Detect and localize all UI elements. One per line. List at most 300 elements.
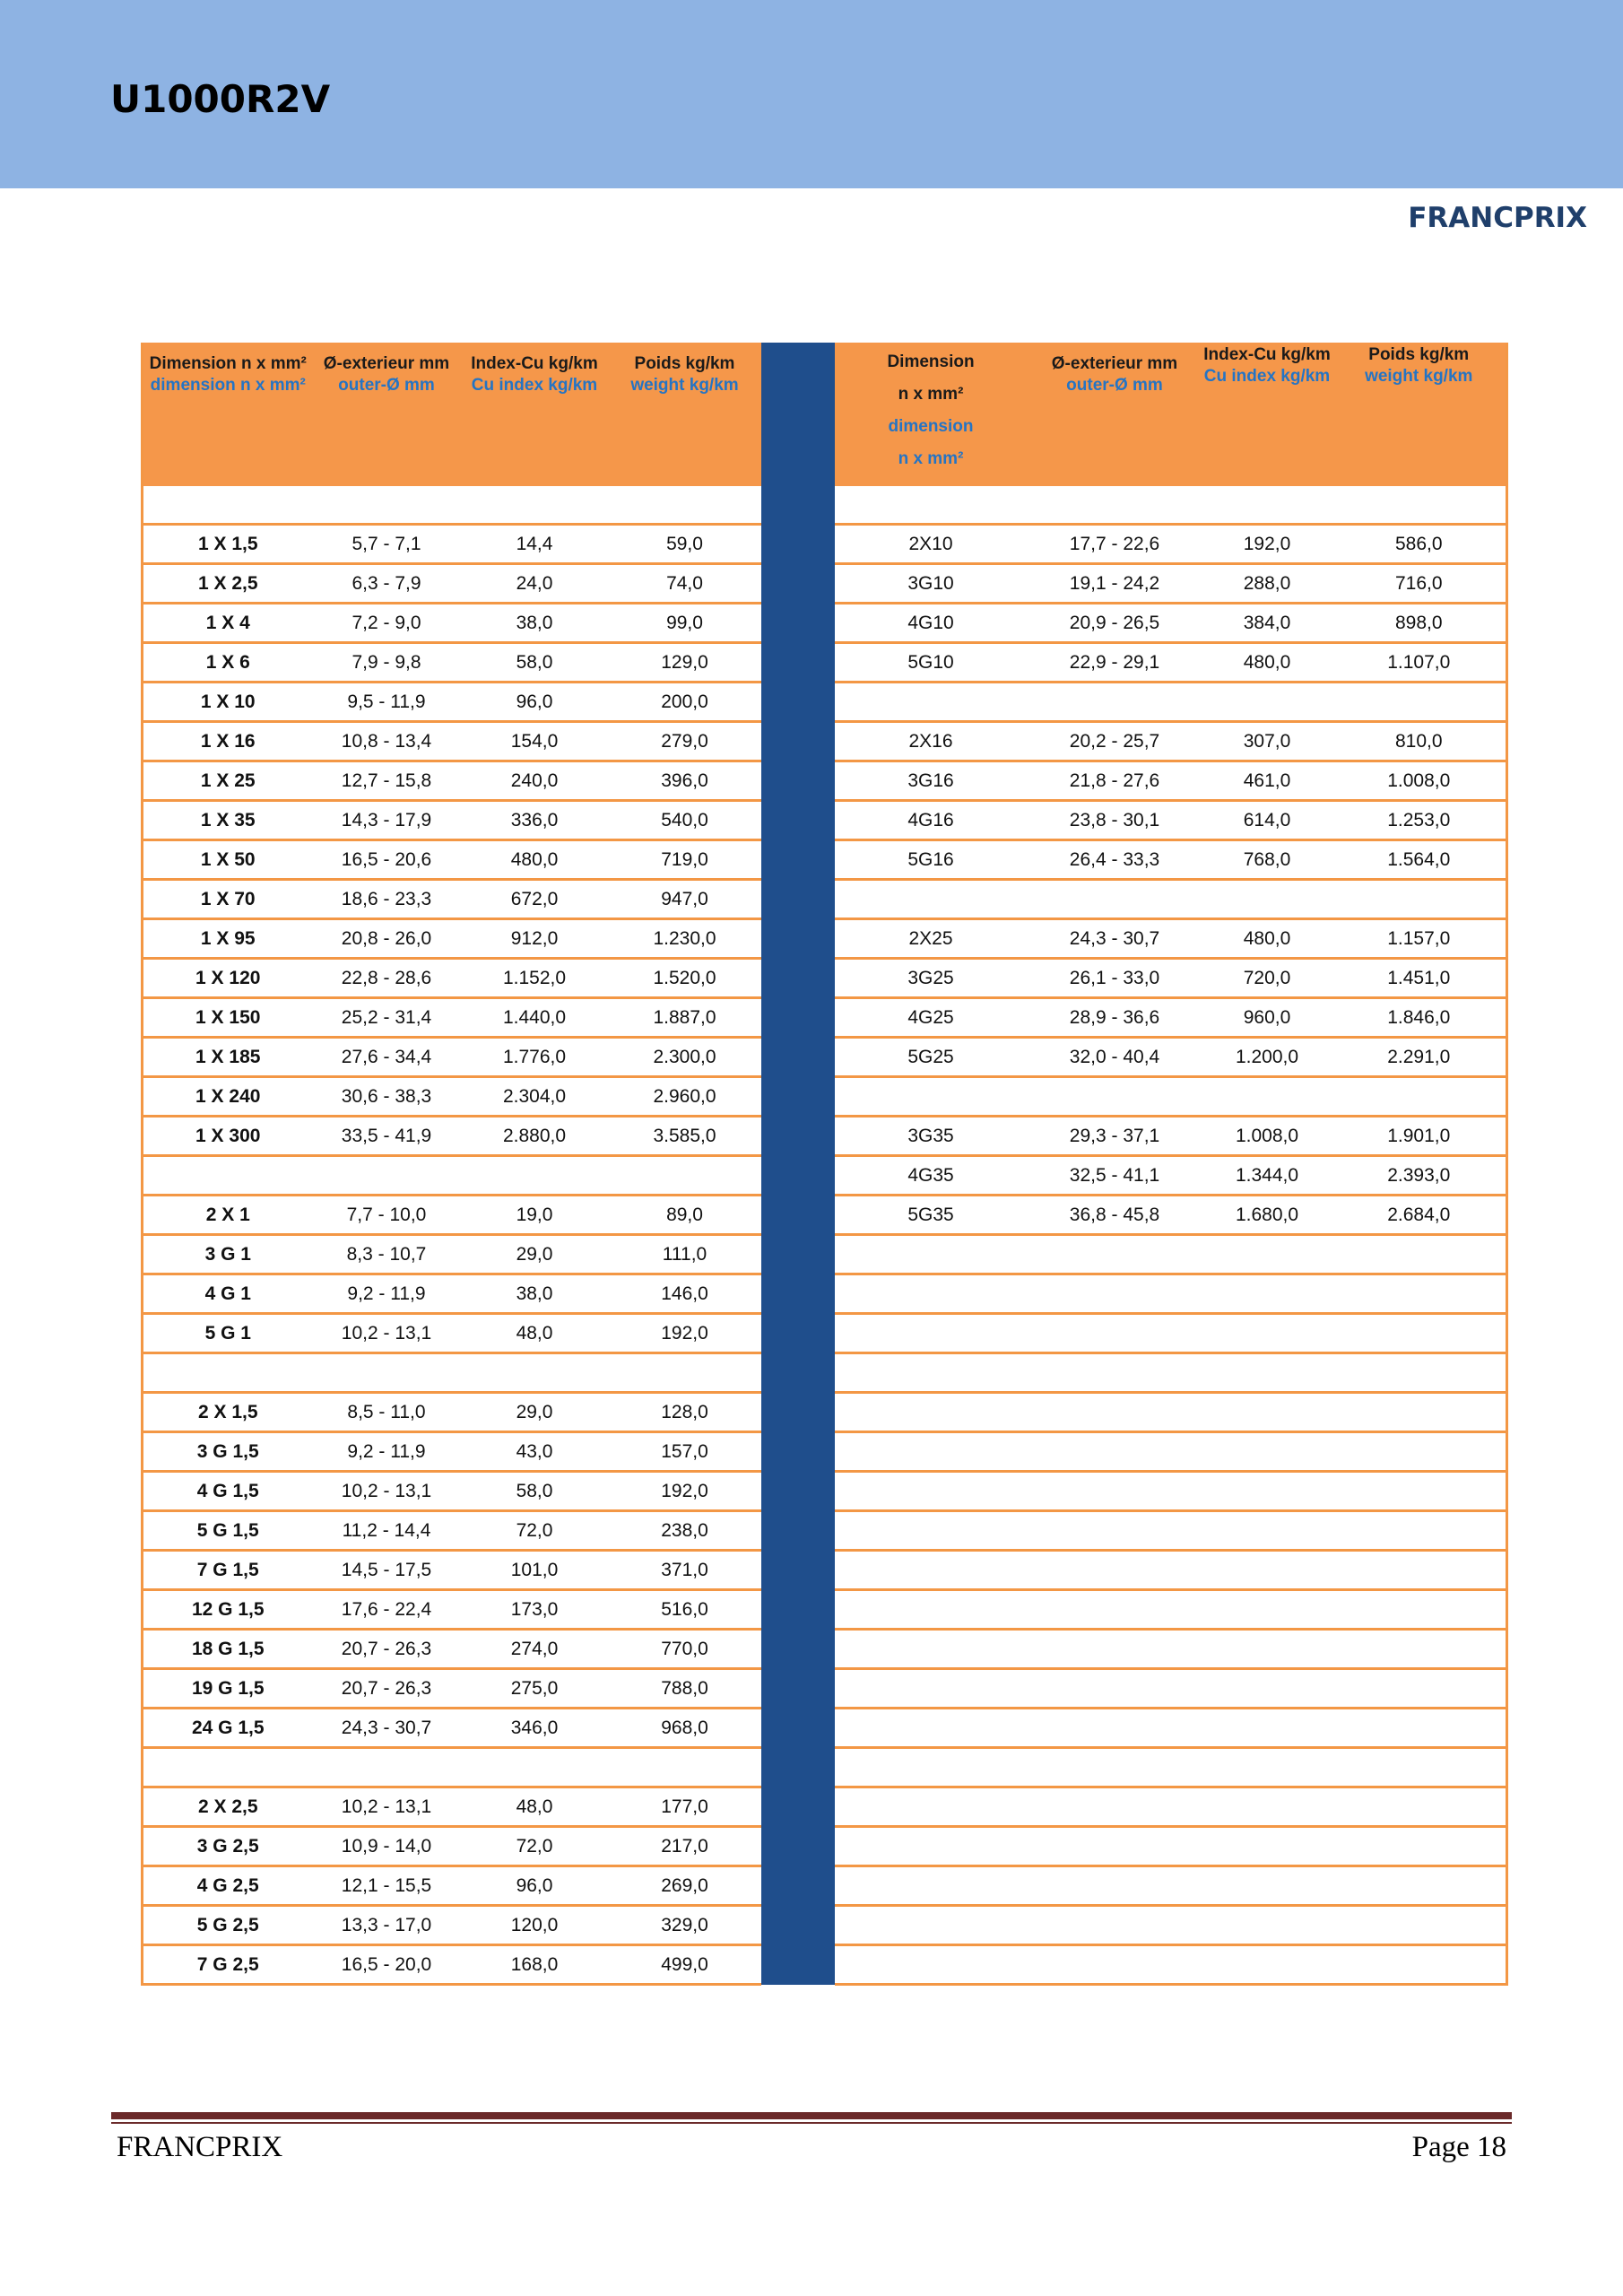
cell-weight-left: 371,0	[609, 1551, 761, 1590]
cell-weight-left: 968,0	[609, 1709, 761, 1748]
cell-weight-left: 2.300,0	[609, 1038, 761, 1077]
cell-weight-left: 89,0	[609, 1196, 761, 1235]
document-title: U1000R2V	[110, 77, 331, 121]
cell-cu-index-right	[1202, 1709, 1332, 1748]
column-separator	[761, 1156, 835, 1196]
cell-outer-diameter-right: 32,0 - 40,4	[1028, 1038, 1202, 1077]
cell-outer-diameter-right: 23,8 - 30,1	[1028, 801, 1202, 840]
cell-weight-right: 1.901,0	[1332, 1117, 1507, 1156]
cell-outer-diameter-left: 16,5 - 20,6	[313, 840, 461, 880]
cell-weight-right: 1.564,0	[1332, 840, 1507, 880]
cell-weight-left: 192,0	[609, 1314, 761, 1353]
cell-outer-diameter-left: 30,6 - 38,3	[313, 1077, 461, 1117]
cell-weight-left: 516,0	[609, 1590, 761, 1630]
table-row	[143, 1156, 1507, 1196]
cell-weight-right: 1.008,0	[1332, 761, 1507, 801]
cell-outer-diameter-right	[1028, 1353, 1202, 1393]
cell-dimension-left: 1 X 2,5	[143, 564, 313, 604]
header-fr: Poids kg/km	[1368, 345, 1470, 364]
cell-dimension-right: 4G35	[835, 1156, 1028, 1196]
cell-cu-index-right: 768,0	[1202, 840, 1332, 880]
cell-weight-left: 719,0	[609, 840, 761, 880]
cell-dimension-left: 3 G 1	[143, 1235, 313, 1274]
col-header-outer-diameter-left	[313, 343, 461, 486]
cell-outer-diameter-left: 24,3 - 30,7	[313, 1709, 461, 1748]
table-row	[143, 1630, 1507, 1669]
cell-dimension-right	[835, 1827, 1028, 1866]
cell-dimension-left: 1 X 1,5	[143, 525, 313, 564]
column-separator	[761, 564, 835, 604]
col-header-dimension-right	[835, 343, 1028, 486]
table-row	[143, 1669, 1507, 1709]
cell-dimension-right	[835, 1945, 1028, 1985]
cell-cu-index-left: 346,0	[461, 1709, 609, 1748]
cell-cu-index-left: 96,0	[461, 1866, 609, 1906]
cell-outer-diameter-right: 26,4 - 33,3	[1028, 840, 1202, 880]
table-row	[143, 604, 1507, 643]
cell-cu-index-left: 72,0	[461, 1511, 609, 1551]
cell-weight-right: 1.451,0	[1332, 959, 1507, 998]
col-header-weight-left	[609, 343, 761, 486]
cell-dimension-left: 5 G 2,5	[143, 1906, 313, 1945]
column-separator	[761, 604, 835, 643]
cell-outer-diameter-left: 20,8 - 26,0	[313, 919, 461, 959]
cell-weight-left: 200,0	[609, 683, 761, 722]
cell-weight-left: 128,0	[609, 1393, 761, 1432]
cell-outer-diameter-left	[313, 1353, 461, 1393]
cell-cu-index-left: 43,0	[461, 1432, 609, 1472]
cell-dimension-left: 4 G 2,5	[143, 1866, 313, 1906]
cell-weight-right	[1332, 1235, 1507, 1274]
cell-outer-diameter-left: 5,7 - 7,1	[313, 525, 461, 564]
cell-dimension-left: 2 X 1,5	[143, 1393, 313, 1432]
cell-cu-index-left: 96,0	[461, 683, 609, 722]
cell-cu-index-left	[461, 1156, 609, 1196]
cell-dimension-left: 3 G 1,5	[143, 1432, 313, 1472]
column-separator	[761, 1866, 835, 1906]
column-separator	[761, 1630, 835, 1669]
cell-dimension-right	[835, 1709, 1028, 1748]
cell-dimension-left: 1 X 6	[143, 643, 313, 683]
column-separator	[761, 1077, 835, 1117]
table-row	[143, 1314, 1507, 1353]
cell-cu-index-right	[1202, 683, 1332, 722]
cell-cu-index-left	[461, 486, 609, 525]
cell-outer-diameter-left: 10,9 - 14,0	[313, 1827, 461, 1866]
cell-dimension-right	[835, 1274, 1028, 1314]
cell-outer-diameter-right	[1028, 1511, 1202, 1551]
cell-cu-index-left: 480,0	[461, 840, 609, 880]
cell-weight-right	[1332, 1866, 1507, 1906]
header-en: dimension n x mm²	[150, 376, 306, 395]
cell-cu-index-right: 192,0	[1202, 525, 1332, 564]
column-separator	[761, 1235, 835, 1274]
table-row	[143, 1353, 1507, 1393]
cell-weight-right	[1332, 1511, 1507, 1551]
cable-spec-table	[141, 343, 1508, 1986]
header-fr: Ø-exterieur mm	[323, 354, 450, 373]
cell-dimension-left: 18 G 1,5	[143, 1630, 313, 1669]
cell-weight-left: 499,0	[609, 1945, 761, 1985]
cell-weight-right	[1332, 1709, 1507, 1748]
cell-cu-index-right	[1202, 1630, 1332, 1669]
cell-weight-right	[1332, 1827, 1507, 1866]
cell-outer-diameter-right	[1028, 1630, 1202, 1669]
cell-dimension-right	[835, 1353, 1028, 1393]
cell-cu-index-right	[1202, 1669, 1332, 1709]
col-header-dimension-left	[143, 343, 313, 486]
cell-dimension-right: 2X25	[835, 919, 1028, 959]
cell-weight-left: 1.230,0	[609, 919, 761, 959]
cell-outer-diameter-left: 7,9 - 9,8	[313, 643, 461, 683]
cell-dimension-left: 2 X 1	[143, 1196, 313, 1235]
cell-cu-index-left: 48,0	[461, 1314, 609, 1353]
cell-cu-index-left: 24,0	[461, 564, 609, 604]
cell-weight-left	[609, 1748, 761, 1787]
cell-weight-right	[1332, 1393, 1507, 1432]
cell-cu-index-left: 275,0	[461, 1669, 609, 1709]
cell-outer-diameter-right	[1028, 1432, 1202, 1472]
column-separator	[761, 1314, 835, 1353]
cell-outer-diameter-left: 25,2 - 31,4	[313, 998, 461, 1038]
cell-outer-diameter-right	[1028, 1393, 1202, 1432]
table-row	[143, 1511, 1507, 1551]
table-row	[143, 998, 1507, 1038]
cell-cu-index-right	[1202, 1274, 1332, 1314]
table-row	[143, 1787, 1507, 1827]
cell-dimension-right: 3G25	[835, 959, 1028, 998]
column-separator	[761, 1551, 835, 1590]
cell-outer-diameter-left: 10,2 - 13,1	[313, 1787, 461, 1827]
cell-cu-index-right	[1202, 1077, 1332, 1117]
cell-cu-index-left: 2.304,0	[461, 1077, 609, 1117]
cell-weight-left: 947,0	[609, 880, 761, 919]
cell-weight-right	[1332, 1314, 1507, 1353]
cell-dimension-right: 3G10	[835, 564, 1028, 604]
cell-dimension-left: 7 G 1,5	[143, 1551, 313, 1590]
cell-outer-diameter-left: 27,6 - 34,4	[313, 1038, 461, 1077]
cell-cu-index-right: 461,0	[1202, 761, 1332, 801]
cell-cu-index-right: 1.344,0	[1202, 1156, 1332, 1196]
cell-outer-diameter-right	[1028, 1077, 1202, 1117]
col-header-cu-index-left	[461, 343, 609, 486]
cell-dimension-left: 1 X 120	[143, 959, 313, 998]
cell-weight-right	[1332, 1945, 1507, 1985]
table-row	[143, 919, 1507, 959]
cell-outer-diameter-right: 20,9 - 26,5	[1028, 604, 1202, 643]
column-separator	[761, 840, 835, 880]
cell-dimension-right	[835, 1787, 1028, 1827]
cell-outer-diameter-right	[1028, 1314, 1202, 1353]
cell-cu-index-right	[1202, 1314, 1332, 1353]
cell-outer-diameter-left: 20,7 - 26,3	[313, 1669, 461, 1709]
cell-cu-index-right: 1.008,0	[1202, 1117, 1332, 1156]
cell-dimension-left: 2 X 2,5	[143, 1787, 313, 1827]
table-row	[143, 1077, 1507, 1117]
cell-dimension-right: 2X10	[835, 525, 1028, 564]
cell-cu-index-right	[1202, 1866, 1332, 1906]
cell-dimension-right	[835, 1511, 1028, 1551]
table-row	[143, 1117, 1507, 1156]
cell-outer-diameter-left: 20,7 - 26,3	[313, 1630, 461, 1669]
cell-dimension-right: 5G16	[835, 840, 1028, 880]
table-row	[143, 959, 1507, 998]
page-number: Page 18	[1411, 2131, 1506, 2163]
header-en-unit: n x mm²	[898, 449, 964, 468]
cell-weight-left	[609, 486, 761, 525]
cell-weight-right	[1332, 1274, 1507, 1314]
cell-weight-left: 129,0	[609, 643, 761, 683]
table-row	[143, 801, 1507, 840]
column-separator	[761, 1274, 835, 1314]
cell-dimension-left: 5 G 1	[143, 1314, 313, 1353]
column-separator	[761, 919, 835, 959]
col-header-cu-index-right	[1202, 343, 1332, 486]
cell-dimension-right: 5G35	[835, 1196, 1028, 1235]
cell-weight-right	[1332, 1432, 1507, 1472]
cell-cu-index-left: 72,0	[461, 1827, 609, 1866]
cell-cu-index-right	[1202, 1432, 1332, 1472]
column-separator	[761, 1038, 835, 1077]
cell-dimension-left: 1 X 240	[143, 1077, 313, 1117]
cell-cu-index-right: 384,0	[1202, 604, 1332, 643]
column-separator	[761, 343, 835, 486]
cell-cu-index-left: 274,0	[461, 1630, 609, 1669]
footer-rule	[111, 2112, 1512, 2119]
cell-cu-index-left: 154,0	[461, 722, 609, 761]
cell-cu-index-left: 168,0	[461, 1945, 609, 1985]
cell-cu-index-left: 29,0	[461, 1393, 609, 1432]
cell-outer-diameter-left: 14,5 - 17,5	[313, 1551, 461, 1590]
cell-cu-index-left: 336,0	[461, 801, 609, 840]
header-en: Cu index kg/km	[1203, 367, 1331, 386]
cell-cu-index-right: 288,0	[1202, 564, 1332, 604]
cell-cu-index-left: 58,0	[461, 1472, 609, 1511]
cell-dimension-left: 12 G 1,5	[143, 1590, 313, 1630]
cell-outer-diameter-right: 36,8 - 45,8	[1028, 1196, 1202, 1235]
cell-outer-diameter-right	[1028, 1748, 1202, 1787]
cell-outer-diameter-left: 9,2 - 11,9	[313, 1274, 461, 1314]
cell-dimension-left	[143, 1156, 313, 1196]
cell-dimension-left: 3 G 2,5	[143, 1827, 313, 1866]
table-row	[143, 1038, 1507, 1077]
cell-outer-diameter-right	[1028, 1709, 1202, 1748]
column-separator	[761, 683, 835, 722]
cell-outer-diameter-right	[1028, 683, 1202, 722]
cell-dimension-right: 5G10	[835, 643, 1028, 683]
col-header-weight-right	[1332, 343, 1507, 486]
cell-weight-left	[609, 1353, 761, 1393]
cell-weight-right: 586,0	[1332, 525, 1507, 564]
cell-cu-index-left: 1.776,0	[461, 1038, 609, 1077]
table-row	[143, 1393, 1507, 1432]
cell-outer-diameter-left	[313, 486, 461, 525]
cell-cu-index-right	[1202, 1945, 1332, 1985]
column-separator	[761, 1353, 835, 1393]
cell-cu-index-right	[1202, 1393, 1332, 1432]
cell-weight-right	[1332, 1590, 1507, 1630]
cell-dimension-left: 19 G 1,5	[143, 1669, 313, 1709]
table-row	[143, 564, 1507, 604]
cell-outer-diameter-right: 19,1 - 24,2	[1028, 564, 1202, 604]
cell-dimension-right	[835, 1590, 1028, 1630]
cell-weight-right: 898,0	[1332, 604, 1507, 643]
cell-outer-diameter-left: 8,3 - 10,7	[313, 1235, 461, 1274]
cell-dimension-right	[835, 1866, 1028, 1906]
cell-cu-index-right	[1202, 1748, 1332, 1787]
cell-dimension-left: 1 X 300	[143, 1117, 313, 1156]
cell-dimension-left: 1 X 70	[143, 880, 313, 919]
table-row	[143, 1827, 1507, 1866]
cell-weight-left: 217,0	[609, 1827, 761, 1866]
cell-dimension-right	[835, 1235, 1028, 1274]
table-row	[143, 1235, 1507, 1274]
table-row	[143, 880, 1507, 919]
cell-cu-index-right	[1202, 1472, 1332, 1511]
header-fr: Dimension n x mm²	[149, 354, 307, 373]
cell-dimension-right	[835, 1077, 1028, 1117]
table-row	[143, 1590, 1507, 1630]
cell-weight-right	[1332, 1472, 1507, 1511]
cell-weight-right: 2.291,0	[1332, 1038, 1507, 1077]
cell-dimension-right: 3G16	[835, 761, 1028, 801]
cell-outer-diameter-right	[1028, 1906, 1202, 1945]
cell-weight-left: 238,0	[609, 1511, 761, 1551]
cell-outer-diameter-left: 8,5 - 11,0	[313, 1393, 461, 1432]
cell-dimension-left: 5 G 1,5	[143, 1511, 313, 1551]
column-separator	[761, 1590, 835, 1630]
cell-weight-left: 3.585,0	[609, 1117, 761, 1156]
cell-cu-index-left: 38,0	[461, 604, 609, 643]
cell-cu-index-left	[461, 1748, 609, 1787]
cell-cu-index-right: 480,0	[1202, 643, 1332, 683]
cell-outer-diameter-left: 33,5 - 41,9	[313, 1117, 461, 1156]
header-fr: Poids kg/km	[634, 354, 735, 373]
cell-weight-right: 1.107,0	[1332, 643, 1507, 683]
cell-cu-index-left	[461, 1353, 609, 1393]
cell-weight-left: 396,0	[609, 761, 761, 801]
col-header-outer-diameter-right	[1028, 343, 1202, 486]
cell-weight-right	[1332, 1906, 1507, 1945]
cell-outer-diameter-right: 21,8 - 27,6	[1028, 761, 1202, 801]
cell-weight-right	[1332, 1630, 1507, 1669]
cell-dimension-right: 4G25	[835, 998, 1028, 1038]
cell-outer-diameter-left: 18,6 - 23,3	[313, 880, 461, 919]
cell-weight-right	[1332, 1787, 1507, 1827]
cell-outer-diameter-left: 10,2 - 13,1	[313, 1472, 461, 1511]
cell-outer-diameter-right	[1028, 1827, 1202, 1866]
cell-dimension-right: 4G16	[835, 801, 1028, 840]
cell-weight-right: 1.157,0	[1332, 919, 1507, 959]
cell-dimension-right	[835, 1906, 1028, 1945]
cell-weight-right	[1332, 486, 1507, 525]
table-row	[143, 722, 1507, 761]
cell-outer-diameter-right	[1028, 1945, 1202, 1985]
table-row	[143, 1709, 1507, 1748]
cell-dimension-left: 1 X 185	[143, 1038, 313, 1077]
cell-outer-diameter-left: 11,2 - 14,4	[313, 1511, 461, 1551]
cell-outer-diameter-right: 32,5 - 41,1	[1028, 1156, 1202, 1196]
cell-cu-index-left: 912,0	[461, 919, 609, 959]
cell-cu-index-right	[1202, 1787, 1332, 1827]
cell-weight-left: 99,0	[609, 604, 761, 643]
header-fr: Index-Cu kg/km	[1203, 345, 1331, 364]
column-separator	[761, 880, 835, 919]
column-separator	[761, 761, 835, 801]
cell-dimension-left: 1 X 50	[143, 840, 313, 880]
table-row	[143, 1274, 1507, 1314]
cell-outer-diameter-right: 28,9 - 36,6	[1028, 998, 1202, 1038]
cell-dimension-right	[835, 1669, 1028, 1709]
cell-cu-index-right	[1202, 1906, 1332, 1945]
cell-cu-index-left: 672,0	[461, 880, 609, 919]
brand-label: FRANCPRIX	[1408, 202, 1587, 234]
cell-dimension-right: 2X16	[835, 722, 1028, 761]
header-en: weight kg/km	[630, 376, 739, 395]
cell-weight-right	[1332, 1077, 1507, 1117]
cell-dimension-left: 4 G 1	[143, 1274, 313, 1314]
column-separator	[761, 486, 835, 525]
cell-weight-left	[609, 1156, 761, 1196]
cell-outer-diameter-left: 17,6 - 22,4	[313, 1590, 461, 1630]
column-separator	[761, 1709, 835, 1748]
table-row	[143, 1866, 1507, 1906]
cell-outer-diameter-right: 26,1 - 33,0	[1028, 959, 1202, 998]
cell-cu-index-left: 173,0	[461, 1590, 609, 1630]
cell-dimension-left: 24 G 1,5	[143, 1709, 313, 1748]
cell-outer-diameter-right: 20,2 - 25,7	[1028, 722, 1202, 761]
cell-weight-right	[1332, 1353, 1507, 1393]
cell-weight-left: 157,0	[609, 1432, 761, 1472]
cell-cu-index-left: 2.880,0	[461, 1117, 609, 1156]
cell-cu-index-left: 120,0	[461, 1906, 609, 1945]
cell-outer-diameter-left	[313, 1748, 461, 1787]
cell-dimension-right	[835, 1551, 1028, 1590]
table-row	[143, 643, 1507, 683]
cell-cu-index-left: 240,0	[461, 761, 609, 801]
table-header-row	[143, 343, 1507, 486]
cell-cu-index-right	[1202, 1235, 1332, 1274]
cell-cu-index-right	[1202, 1511, 1332, 1551]
cell-outer-diameter-left: 14,3 - 17,9	[313, 801, 461, 840]
cell-cu-index-right: 1.200,0	[1202, 1038, 1332, 1077]
cell-dimension-left: 1 X 95	[143, 919, 313, 959]
cell-outer-diameter-right: 22,9 - 29,1	[1028, 643, 1202, 683]
cell-outer-diameter-right	[1028, 1235, 1202, 1274]
column-separator	[761, 1787, 835, 1827]
cell-outer-diameter-left: 16,5 - 20,0	[313, 1945, 461, 1985]
header-fr: Ø-exterieur mm	[1051, 354, 1178, 373]
footer-brand: FRANCPRIX	[117, 2131, 283, 2163]
cell-outer-diameter-right	[1028, 1669, 1202, 1709]
cell-cu-index-left: 48,0	[461, 1787, 609, 1827]
cell-cu-index-left: 1.152,0	[461, 959, 609, 998]
cell-cu-index-right	[1202, 486, 1332, 525]
header-fr: Dimension	[887, 352, 975, 371]
cell-outer-diameter-left: 10,8 - 13,4	[313, 722, 461, 761]
column-separator	[761, 1906, 835, 1945]
cell-weight-right: 2.393,0	[1332, 1156, 1507, 1196]
header-fr-unit: n x mm²	[898, 385, 964, 404]
cell-outer-diameter-left: 10,2 - 13,1	[313, 1314, 461, 1353]
column-separator	[761, 1196, 835, 1235]
cell-weight-right: 1.253,0	[1332, 801, 1507, 840]
cell-dimension-left: 4 G 1,5	[143, 1472, 313, 1511]
cell-outer-diameter-right	[1028, 880, 1202, 919]
cell-dimension-right	[835, 1472, 1028, 1511]
cell-outer-diameter-right	[1028, 1472, 1202, 1511]
cell-weight-left: 146,0	[609, 1274, 761, 1314]
